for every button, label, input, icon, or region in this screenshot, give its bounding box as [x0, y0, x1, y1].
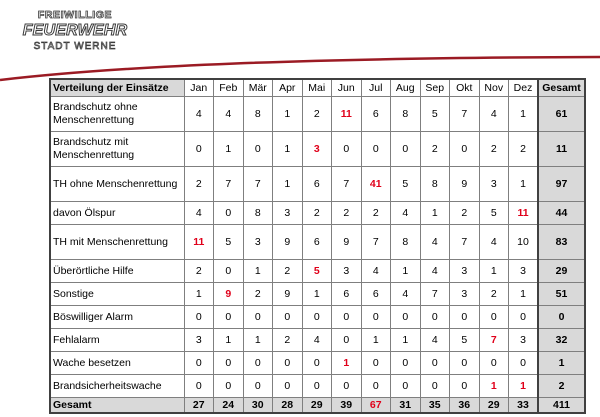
month-value-cell: 1 [420, 202, 450, 225]
month-value-cell: 1 [509, 167, 539, 202]
month-value-cell: 1 [391, 260, 421, 283]
month-value-cell: 8 [243, 202, 273, 225]
month-value-cell: 0 [273, 306, 303, 329]
month-value-cell: 3 [450, 283, 480, 306]
month-value-cell: 0 [391, 306, 421, 329]
month-header: Jan [184, 79, 214, 97]
month-value-cell: 3 [509, 329, 539, 352]
month-value-cell: 9 [273, 225, 303, 260]
month-header: Nov [479, 79, 509, 97]
month-value-cell: 7 [450, 97, 480, 132]
month-value-cell: 1 [214, 132, 244, 167]
month-value-cell: 8 [391, 97, 421, 132]
logo-line-1: FREIWILLIGE [37, 9, 113, 21]
month-value-cell: 5 [302, 260, 332, 283]
month-value-cell: 5 [391, 167, 421, 202]
month-value-cell: 2 [332, 202, 362, 225]
month-value-cell: 6 [361, 97, 391, 132]
month-value-cell: 0 [332, 375, 362, 398]
month-value-cell: 0 [361, 132, 391, 167]
month-value-cell: 0 [332, 329, 362, 352]
month-value-cell: 1 [214, 329, 244, 352]
month-value-cell: 6 [302, 167, 332, 202]
fire-department-logo [20, 8, 130, 56]
month-value-cell: 0 [391, 375, 421, 398]
row-label: Überörtliche Hilfe [50, 260, 184, 283]
month-value-cell: 5 [479, 202, 509, 225]
sum-row [50, 398, 585, 414]
row-total-cell: 83 [538, 225, 585, 260]
month-value-cell: 0 [214, 202, 244, 225]
table-row [50, 375, 585, 398]
month-value-cell: 4 [479, 225, 509, 260]
month-value-cell: 3 [332, 260, 362, 283]
table-header-label: Verteilung der Einsätze [50, 79, 184, 97]
month-value-cell: 1 [273, 97, 303, 132]
month-value-cell: 9 [332, 225, 362, 260]
table-body [50, 97, 585, 414]
month-value-cell: 11 [184, 225, 214, 260]
month-value-cell: 0 [243, 132, 273, 167]
month-value-cell: 2 [450, 202, 480, 225]
month-header: Jun [332, 79, 362, 97]
month-value-cell: 0 [391, 132, 421, 167]
month-value-cell: 3 [479, 167, 509, 202]
table-row [50, 306, 585, 329]
month-value-cell: 2 [184, 167, 214, 202]
table-row [50, 202, 585, 225]
month-value-cell: 1 [332, 352, 362, 375]
month-value-cell: 0 [450, 306, 480, 329]
month-value-cell: 4 [391, 283, 421, 306]
row-total-cell: 0 [538, 306, 585, 329]
month-header: Aug [391, 79, 421, 97]
month-value-cell: 1 [479, 260, 509, 283]
month-value-cell: 5 [450, 329, 480, 352]
row-total-cell: 2 [538, 375, 585, 398]
table-row [50, 283, 585, 306]
month-value-cell: 0 [450, 352, 480, 375]
month-value-cell: 8 [391, 225, 421, 260]
month-header: Mai [302, 79, 332, 97]
table-header-row [50, 79, 585, 97]
month-value-cell: 7 [450, 225, 480, 260]
month-value-cell: 1 [509, 283, 539, 306]
logo-line-2: FEUERWEHR [22, 21, 128, 39]
month-sum-cell: 39 [332, 398, 362, 414]
month-value-cell: 0 [302, 352, 332, 375]
month-value-cell: 0 [243, 375, 273, 398]
month-value-cell: 2 [302, 97, 332, 132]
month-value-cell: 5 [420, 97, 450, 132]
row-total-cell: 32 [538, 329, 585, 352]
month-value-cell: 2 [273, 329, 303, 352]
month-value-cell: 2 [184, 260, 214, 283]
month-value-cell: 0 [361, 352, 391, 375]
month-value-cell: 2 [273, 260, 303, 283]
month-value-cell: 5 [214, 225, 244, 260]
row-total-cell: 97 [538, 167, 585, 202]
month-value-cell: 9 [273, 283, 303, 306]
month-sum-cell: 35 [420, 398, 450, 414]
table-row [50, 167, 585, 202]
month-value-cell: 7 [420, 283, 450, 306]
row-total-cell: 29 [538, 260, 585, 283]
month-value-cell: 4 [420, 260, 450, 283]
month-value-cell: 4 [479, 97, 509, 132]
month-value-cell: 7 [479, 329, 509, 352]
month-value-cell: 6 [332, 283, 362, 306]
month-value-cell: 0 [361, 375, 391, 398]
month-value-cell: 11 [332, 97, 362, 132]
table-row [50, 329, 585, 352]
month-value-cell: 7 [332, 167, 362, 202]
month-value-cell: 9 [214, 283, 244, 306]
month-value-cell: 0 [243, 306, 273, 329]
row-label: TH mit Menschenrettung [50, 225, 184, 260]
month-value-cell: 8 [243, 97, 273, 132]
month-value-cell: 4 [361, 260, 391, 283]
month-header: Mär [243, 79, 273, 97]
month-sum-cell: 27 [184, 398, 214, 414]
month-value-cell: 3 [509, 260, 539, 283]
month-value-cell: 0 [450, 132, 480, 167]
month-value-cell: 6 [361, 283, 391, 306]
month-value-cell: 0 [420, 375, 450, 398]
month-value-cell: 4 [420, 225, 450, 260]
month-header: Sep [420, 79, 450, 97]
month-sum-cell: 36 [450, 398, 480, 414]
grand-total-cell: 411 [538, 398, 585, 414]
month-value-cell: 4 [302, 329, 332, 352]
row-label: Brandschutz mit Menschenrettung [50, 132, 184, 167]
month-value-cell: 0 [184, 306, 214, 329]
month-value-cell: 1 [243, 260, 273, 283]
month-value-cell: 8 [420, 167, 450, 202]
month-value-cell: 41 [361, 167, 391, 202]
month-value-cell: 0 [214, 306, 244, 329]
month-value-cell: 0 [273, 352, 303, 375]
month-value-cell: 0 [391, 352, 421, 375]
table-row [50, 352, 585, 375]
month-sum-cell: 29 [302, 398, 332, 414]
month-value-cell: 2 [420, 132, 450, 167]
operations-statistics-table [49, 78, 586, 414]
month-value-cell: 0 [302, 306, 332, 329]
month-value-cell: 7 [214, 167, 244, 202]
month-sum-cell: 24 [214, 398, 244, 414]
month-value-cell: 7 [243, 167, 273, 202]
month-value-cell: 0 [214, 260, 244, 283]
month-value-cell: 9 [450, 167, 480, 202]
month-value-cell: 0 [332, 132, 362, 167]
month-value-cell: 0 [420, 306, 450, 329]
row-label: Brandschutz ohne Menschenrettung [50, 97, 184, 132]
month-value-cell: 10 [509, 225, 539, 260]
month-value-cell: 3 [273, 202, 303, 225]
month-value-cell: 3 [243, 225, 273, 260]
month-value-cell: 2 [509, 132, 539, 167]
row-label: Wache besetzen [50, 352, 184, 375]
month-header: Apr [273, 79, 303, 97]
sum-row-label: Gesamt [50, 398, 184, 414]
month-value-cell: 2 [479, 132, 509, 167]
row-total-cell: 11 [538, 132, 585, 167]
month-header: Jul [361, 79, 391, 97]
month-value-cell: 0 [479, 352, 509, 375]
month-value-cell: 4 [184, 202, 214, 225]
month-value-cell: 0 [509, 352, 539, 375]
month-value-cell: 0 [361, 306, 391, 329]
month-value-cell: 1 [302, 283, 332, 306]
total-header: Gesamt [538, 79, 585, 97]
month-value-cell: 0 [450, 375, 480, 398]
month-header: Okt [450, 79, 480, 97]
month-value-cell: 0 [184, 352, 214, 375]
month-value-cell: 7 [361, 225, 391, 260]
month-value-cell: 0 [184, 132, 214, 167]
month-value-cell: 1 [509, 97, 539, 132]
row-label: Fehlalarm [50, 329, 184, 352]
table-row [50, 225, 585, 260]
month-value-cell: 4 [184, 97, 214, 132]
month-value-cell: 2 [361, 202, 391, 225]
row-label: davon Ölspur [50, 202, 184, 225]
month-value-cell: 3 [184, 329, 214, 352]
month-sum-cell: 31 [391, 398, 421, 414]
month-value-cell: 4 [214, 97, 244, 132]
month-sum-cell: 33 [509, 398, 539, 414]
row-label: Brandsicherheitswache [50, 375, 184, 398]
month-sum-cell: 30 [243, 398, 273, 414]
month-value-cell: 1 [509, 375, 539, 398]
logo-line-3: STADT WERNE [33, 40, 117, 52]
month-value-cell: 11 [509, 202, 539, 225]
month-sum-cell: 29 [479, 398, 509, 414]
month-value-cell: 1 [273, 167, 303, 202]
row-label: TH ohne Menschenrettung [50, 167, 184, 202]
row-total-cell: 1 [538, 352, 585, 375]
table-row [50, 260, 585, 283]
month-value-cell: 2 [243, 283, 273, 306]
table-row [50, 97, 585, 132]
month-value-cell: 0 [420, 352, 450, 375]
month-value-cell: 0 [243, 352, 273, 375]
month-value-cell: 1 [361, 329, 391, 352]
month-value-cell: 1 [391, 329, 421, 352]
month-value-cell: 1 [184, 283, 214, 306]
month-value-cell: 0 [273, 375, 303, 398]
month-value-cell: 1 [479, 375, 509, 398]
month-value-cell: 2 [479, 283, 509, 306]
month-value-cell: 2 [302, 202, 332, 225]
month-value-cell: 1 [273, 132, 303, 167]
month-value-cell: 0 [479, 306, 509, 329]
month-value-cell: 3 [450, 260, 480, 283]
month-value-cell: 0 [302, 375, 332, 398]
month-value-cell: 3 [302, 132, 332, 167]
month-value-cell: 0 [214, 352, 244, 375]
month-header: Feb [214, 79, 244, 97]
row-label: Böswilliger Alarm [50, 306, 184, 329]
month-value-cell: 4 [420, 329, 450, 352]
month-value-cell: 1 [243, 329, 273, 352]
row-total-cell: 51 [538, 283, 585, 306]
table-row [50, 132, 585, 167]
month-value-cell: 0 [214, 375, 244, 398]
month-value-cell: 4 [391, 202, 421, 225]
row-total-cell: 61 [538, 97, 585, 132]
month-value-cell: 6 [302, 225, 332, 260]
month-value-cell: 0 [332, 306, 362, 329]
month-sum-cell: 67 [361, 398, 391, 414]
row-total-cell: 44 [538, 202, 585, 225]
month-sum-cell: 28 [273, 398, 303, 414]
month-header: Dez [509, 79, 539, 97]
month-value-cell: 0 [509, 306, 539, 329]
row-label: Sonstige [50, 283, 184, 306]
month-value-cell: 0 [184, 375, 214, 398]
